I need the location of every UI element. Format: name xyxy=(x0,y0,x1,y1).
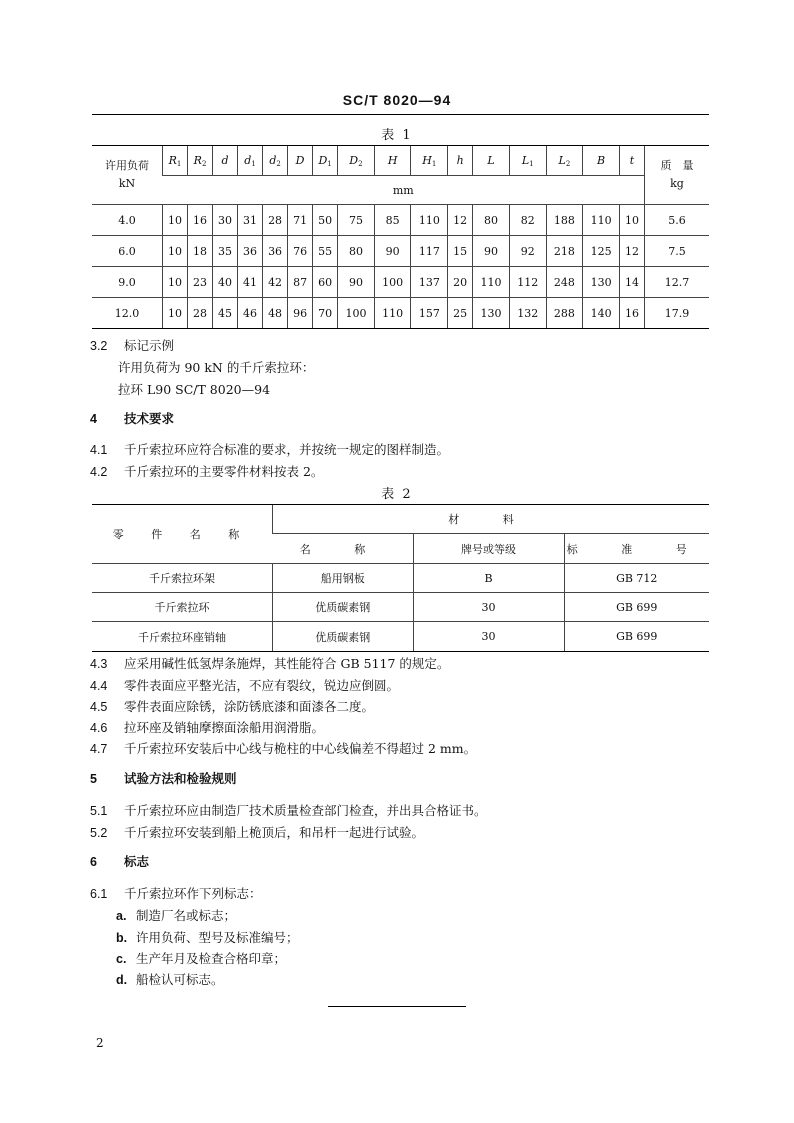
material-name-header: 名 称 xyxy=(273,534,414,564)
cell: 12 xyxy=(448,205,473,236)
cell: 92 xyxy=(509,236,546,267)
cell: 55 xyxy=(313,236,338,267)
table-row xyxy=(92,205,709,236)
cell: 优质碳素钢 xyxy=(273,622,414,652)
param-header: $d_1$ xyxy=(238,146,263,176)
table1-caption: 表 1 xyxy=(381,128,413,143)
cell: 30 xyxy=(413,622,564,652)
cell: 千斤索拉环座销轴 xyxy=(92,622,273,652)
cell: 12.0 xyxy=(92,298,163,329)
cell: 132 xyxy=(509,298,546,329)
cell: 35 xyxy=(213,236,238,267)
clause-3-2: 3.2 标记示例 xyxy=(90,338,175,353)
cell: 157 xyxy=(411,298,448,329)
cell: GB 699 xyxy=(564,622,709,652)
mass-header: 质 量 kg xyxy=(645,146,710,205)
clause-4-3: 4.3 应采用碱性低氢焊条施焊，其性能符合 GB 5117 的规定。 xyxy=(90,656,450,671)
param-header: $R_2$ xyxy=(188,146,213,176)
clause-4-6: 4.6 拉环座及销轴摩擦面涂船用润滑脂。 xyxy=(90,720,325,735)
cell: 10 xyxy=(619,205,644,236)
page-number: 2 xyxy=(96,1036,104,1050)
cell: 12.7 xyxy=(645,267,710,298)
param-header: h xyxy=(448,146,473,176)
table2-caption: 表 2 xyxy=(381,487,413,502)
clause-5-1: 5.1 千斤索拉环应由制造厂技术质量检查部门检查，并出具合格证书。 xyxy=(90,803,487,818)
cell: 千斤索拉环 xyxy=(92,593,273,622)
cell: 71 xyxy=(288,205,313,236)
param-header: $D_1$ xyxy=(313,146,338,176)
material-header: 材 料 xyxy=(273,505,710,534)
cell: 45 xyxy=(213,298,238,329)
table-row xyxy=(92,622,709,652)
param-header: $R_1$ xyxy=(163,146,188,176)
cell: 80 xyxy=(473,205,510,236)
cell: 4.0 xyxy=(92,205,163,236)
param-header: $H_1$ xyxy=(411,146,448,176)
cell: 16 xyxy=(619,298,644,329)
cell: 31 xyxy=(238,205,263,236)
cell: 12 xyxy=(619,236,644,267)
cell: 5.6 xyxy=(645,205,710,236)
list-item: c. 生产年月及检查合格印章； xyxy=(116,951,287,966)
param-header: t xyxy=(619,146,644,176)
table-row xyxy=(92,593,709,622)
header-rule xyxy=(92,114,709,115)
param-header: H xyxy=(374,146,411,176)
cell: 36 xyxy=(263,236,288,267)
cell: 36 xyxy=(238,236,263,267)
standard-header: SC/T 8020—94 xyxy=(342,92,452,108)
end-rule xyxy=(328,1006,466,1007)
standard-header-col: 标 准 号 xyxy=(564,534,709,564)
cell: 137 xyxy=(411,267,448,298)
table2 xyxy=(92,504,709,652)
cell: 82 xyxy=(509,205,546,236)
unit-mm: mm xyxy=(163,176,645,205)
cell: 130 xyxy=(473,298,510,329)
clause-6-1: 6.1 千斤索拉环作下列标志： xyxy=(90,886,262,901)
cell: GB 712 xyxy=(564,564,709,593)
section-4-heading: 4 技术要求 xyxy=(90,412,175,426)
cell: 110 xyxy=(583,205,620,236)
cell: 188 xyxy=(546,205,583,236)
cell: 46 xyxy=(238,298,263,329)
cell: 千斤索拉环架 xyxy=(92,564,273,593)
clause-4-4: 4.4 零件表面应平整光洁，不应有裂纹，锐边应倒圆。 xyxy=(90,678,400,693)
section-5-heading: 5 试验方法和检验规则 xyxy=(90,772,237,786)
cell: 96 xyxy=(288,298,313,329)
cell: 50 xyxy=(313,205,338,236)
cell: 10 xyxy=(163,298,188,329)
clause-5-2: 5.2 千斤索拉环安装到船上桅顶后，和吊杆一起进行试验。 xyxy=(90,825,425,840)
cell: 40 xyxy=(213,267,238,298)
cell: 100 xyxy=(374,267,411,298)
cell: 112 xyxy=(509,267,546,298)
cell: 48 xyxy=(263,298,288,329)
clause-4-2: 4.2 千斤索拉环的主要零件材料按表 2。 xyxy=(90,464,324,479)
param-header: $L_1$ xyxy=(509,146,546,176)
cell: 18 xyxy=(188,236,213,267)
cell: 23 xyxy=(188,267,213,298)
cell: 30 xyxy=(413,593,564,622)
cell: 218 xyxy=(546,236,583,267)
cell: 10 xyxy=(163,236,188,267)
cell: 110 xyxy=(473,267,510,298)
part-name-header: 零 件 名 称 xyxy=(92,505,273,564)
example-line-1: 许用负荷为 90 kN 的千斤索拉环： xyxy=(118,360,315,375)
cell: 85 xyxy=(374,205,411,236)
cell: 110 xyxy=(374,298,411,329)
cell: 80 xyxy=(338,236,375,267)
cell: 7.5 xyxy=(645,236,710,267)
cell: 90 xyxy=(338,267,375,298)
table-row xyxy=(92,236,709,267)
cell: 87 xyxy=(288,267,313,298)
cell: 248 xyxy=(546,267,583,298)
example-line-2: 拉环 L90 SC/T 8020—94 xyxy=(118,382,271,397)
cell: 110 xyxy=(411,205,448,236)
cell: 70 xyxy=(313,298,338,329)
param-header: $d_2$ xyxy=(263,146,288,176)
list-item: d. 船检认可标志。 xyxy=(116,972,224,987)
clause-4-7: 4.7 千斤索拉环安装后中心线与桅柱的中心线偏差不得超过 2 mm。 xyxy=(90,741,477,756)
cell: 15 xyxy=(448,236,473,267)
grade-header: 牌号或等级 xyxy=(413,534,564,564)
cell: GB 699 xyxy=(564,593,709,622)
list-item: a. 制造厂名或标志； xyxy=(116,908,237,923)
cell: 船用钢板 xyxy=(273,564,414,593)
cell: 16 xyxy=(188,205,213,236)
cell: 14 xyxy=(619,267,644,298)
cell: 6.0 xyxy=(92,236,163,267)
section-6-heading: 6 标志 xyxy=(90,855,150,869)
cell: 130 xyxy=(583,267,620,298)
cell: 90 xyxy=(374,236,411,267)
cell: 60 xyxy=(313,267,338,298)
cell: 28 xyxy=(188,298,213,329)
param-header: L xyxy=(473,146,510,176)
cell: 100 xyxy=(338,298,375,329)
cell: 30 xyxy=(213,205,238,236)
cell: 75 xyxy=(338,205,375,236)
clause-4-1: 4.1 千斤索拉环应符合标准的要求，并按统一规定的图样制造。 xyxy=(90,442,450,457)
param-header: D xyxy=(288,146,313,176)
param-header: B xyxy=(583,146,620,176)
cell: B xyxy=(413,564,564,593)
cell: 25 xyxy=(448,298,473,329)
cell: 41 xyxy=(238,267,263,298)
table-row xyxy=(92,298,709,329)
cell: 90 xyxy=(473,236,510,267)
cell: 117 xyxy=(411,236,448,267)
cell: 76 xyxy=(288,236,313,267)
cell: 20 xyxy=(448,267,473,298)
table-row xyxy=(92,267,709,298)
cell: 优质碳素钢 xyxy=(273,593,414,622)
table-row xyxy=(92,564,709,593)
cell: 9.0 xyxy=(92,267,163,298)
cell: 10 xyxy=(163,205,188,236)
cell: 288 xyxy=(546,298,583,329)
table1 xyxy=(92,145,709,329)
cell: 42 xyxy=(263,267,288,298)
param-header: $L_2$ xyxy=(546,146,583,176)
cell: 125 xyxy=(583,236,620,267)
cell: 140 xyxy=(583,298,620,329)
cell: 28 xyxy=(263,205,288,236)
list-item: b. 许用负荷、型号及标准编号； xyxy=(116,930,299,945)
param-header: d xyxy=(213,146,238,176)
clause-4-5: 4.5 零件表面应除锈，涂防锈底漆和面漆各二度。 xyxy=(90,699,375,714)
cell: 17.9 xyxy=(645,298,710,329)
load-header: 许用负荷 kN xyxy=(92,146,163,205)
cell: 10 xyxy=(163,267,188,298)
param-header: $D_2$ xyxy=(338,146,375,176)
